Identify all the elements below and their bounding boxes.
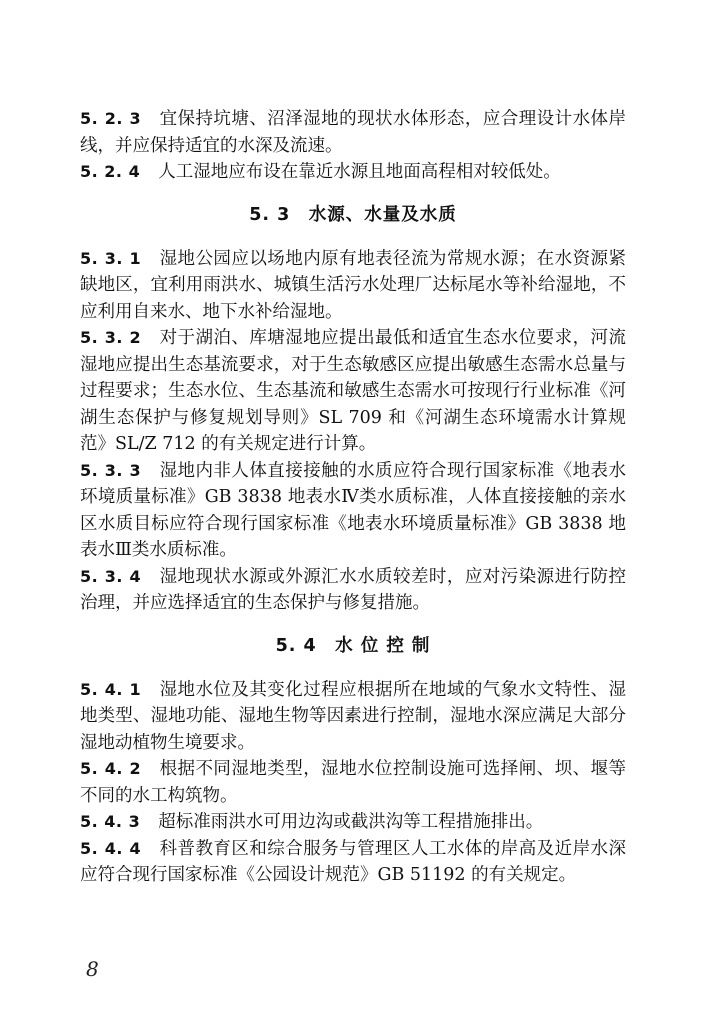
clause-text: 科普教育区和综合服务与管理区人工水体的岸高及近岸水深应符合现行国家标准《公园设计规范》GB 51192 的有关规定。 — [80, 838, 626, 885]
clause-5-3-1 — [80, 246, 626, 326]
clause-5-2-4 — [80, 159, 626, 186]
clause-5-4-1 — [80, 677, 626, 757]
clause-text: 宜保持坑塘、沼泽湿地的现状水体形态，应合理设计水体岸线，并应保持适宜的水深及流速。 — [80, 109, 626, 156]
page-number: 8 — [86, 957, 99, 981]
clause-number: 5. 2. 4 — [80, 162, 141, 181]
clause-5-4-4 — [80, 836, 626, 889]
page-content — [80, 106, 626, 889]
clause-number: 5. 4. 3 — [80, 812, 141, 831]
section-heading-5-3: 5. 3 水源、水量及水质 — [249, 204, 457, 225]
clause-number: 5. 3. 2 — [80, 328, 142, 347]
clause-text: 人工湿地应布设在靠近水源且地面高程相对较低处。 — [158, 162, 561, 182]
clause-number: 5. 3. 1 — [80, 248, 142, 268]
clause-5-2-3 — [80, 106, 626, 159]
clause-5-3-3 — [80, 458, 626, 564]
clause-text: 湿地现状水源或外源汇水水质较差时，应对污染源进行防控治理，并应选择适宜的生态保护与修复措施。 — [80, 566, 626, 613]
clause-number: 5. 4. 1 — [80, 679, 142, 699]
clause-text: 湿地水位及其变化过程应根据所在地域的气象水文特性、湿地类型、湿地功能、湿地生物等因素进行控制，湿地水深应满足大部分湿地动植物生境要求。 — [80, 679, 626, 753]
clause-5-3-2 — [80, 325, 626, 458]
clause-text: 超标准雨洪水可用边沟或截洪沟等工程措施排出。 — [158, 812, 544, 832]
clause-number: 5. 3. 4 — [80, 566, 142, 586]
clause-text: 湿地内非人体直接接触的水质应符合现行国家标准《地表水环境质量标准》GB 3838 地表水Ⅳ类水质标准，人体直接接触的亲水区水质目标应符合现行国家标准《地表水环境质量标准》GB 3838 地表水Ⅲ类水质标准。 — [80, 460, 626, 560]
clause-5-4-3 — [80, 809, 626, 836]
clause-number: 5. 3. 3 — [80, 460, 142, 480]
clause-5-3-4 — [80, 564, 626, 617]
clause-5-4-2 — [80, 756, 626, 809]
clause-text: 对于湖泊、库塘湿地应提出最低和适宜生态水位要求，河流湿地应提出生态基流要求，对于生态敏感区应提出敏感生态需水总量与过程要求；生态水位、生态基流和敏感生态需水可按现行行业标准《河湖生态保护与修复规划导则》SL 709 和《河湖生态环境需水计算规范》SL/Z 712 的有关规定进行计算。 — [80, 328, 626, 454]
clause-number: 5. 4. 2 — [80, 759, 142, 778]
clause-number: 5. 4. 4 — [80, 838, 142, 858]
clause-text: 湿地公园应以场地内原有地表径流为常规水源；在水资源紧缺地区，宜利用雨洪水、城镇生活污水处理厂达标尾水等补给湿地，不应利用自来水、地下水补给湿地。 — [80, 248, 626, 322]
clause-text: 根据不同湿地类型，湿地水位控制设施可选择闸、坝、堰等不同的水工构筑物。 — [80, 759, 626, 806]
clause-number: 5. 2. 3 — [80, 109, 142, 128]
section-heading-5-4: 5. 4 水 位 控 制 — [275, 635, 431, 656]
